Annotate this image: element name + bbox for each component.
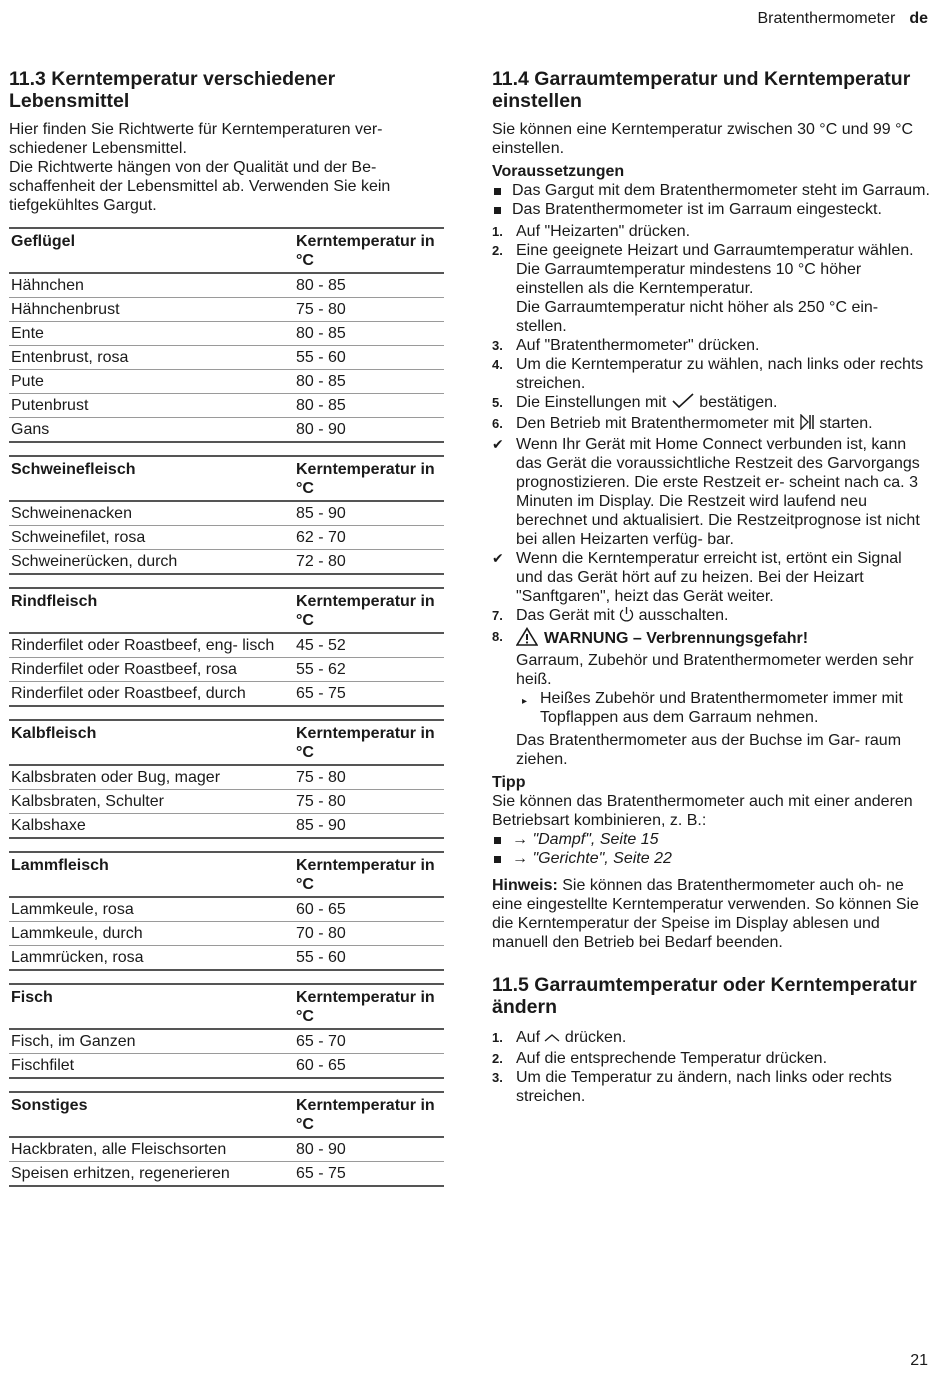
temperature-value: 85 - 90 xyxy=(294,501,444,526)
food-name: Gans xyxy=(9,418,294,443)
step-3: 3. Um die Temperatur zu ändern, nach links oder rechts streichen. xyxy=(492,1069,892,1105)
steps-list-11-4 xyxy=(492,222,932,769)
table-row xyxy=(9,814,444,839)
table-row xyxy=(9,394,444,418)
table-column-header: Kerntemperatur in °C xyxy=(294,228,444,273)
step-3: 3. Auf "Bratenthermometer" drücken. xyxy=(492,337,760,354)
warning-text: Garraum, Zubehör und Bratenthermometer werden sehr heiß. xyxy=(516,652,914,688)
prerequisites-list xyxy=(492,181,932,219)
food-name: Schweinerücken, durch xyxy=(9,550,294,575)
table-column-header: Kerntemperatur in °C xyxy=(294,588,444,633)
power-icon xyxy=(619,606,634,627)
table-row xyxy=(9,526,444,550)
table-column-header: Kerntemperatur in °C xyxy=(294,1092,444,1137)
table-column-header: Kerntemperatur in °C xyxy=(294,984,444,1029)
food-name: Kalbsbraten oder Bug, mager xyxy=(9,765,294,790)
food-name: Lammkeule, rosa xyxy=(9,897,294,922)
table-row xyxy=(9,658,444,682)
food-name: Kalbsbraten, Schulter xyxy=(9,790,294,814)
section-heading-11-5: 11.5 Garraumtemperatur oder Kerntemperatur ändern xyxy=(492,974,917,1018)
table-header-row xyxy=(9,228,444,273)
table-row xyxy=(9,550,444,575)
temperature-value: 65 - 75 xyxy=(294,1162,444,1187)
step-1: 1. Auf "Heizarten" drücken. xyxy=(492,223,691,240)
warning-icon xyxy=(516,627,538,651)
result-2: ✔ Wenn die Kerntemperatur erreicht ist, ertönt ein Signal und das Gerät hört auf zu heizen. Bei der Heizart "Sanftgaren", heizt das Gerät weiter. xyxy=(492,550,902,605)
temperature-value: 55 - 60 xyxy=(294,946,444,971)
table-category: Kalbfleisch xyxy=(9,720,294,765)
checkmark-icon xyxy=(671,393,695,414)
temperature-table xyxy=(9,455,444,575)
temperature-table xyxy=(9,719,444,839)
temperature-table xyxy=(9,983,444,1079)
intro-paragraph-1: Hier finden Sie Richtwerte für Kerntemperaturen ver- schiedener Lebensmittel. xyxy=(9,121,383,157)
section-heading-11-3: 11.3 Kerntemperatur verschiedener Lebensmittel xyxy=(9,68,336,112)
tip-links xyxy=(492,830,932,868)
food-name: Entenbrust, rosa xyxy=(9,346,294,370)
food-name: Ente xyxy=(9,322,294,346)
table-column-header: Kerntemperatur in °C xyxy=(294,852,444,897)
tip-text: Sie können das Bratenthermometer auch mit einer anderen Betriebsart kombinieren, z. B.: xyxy=(492,793,913,829)
food-name: Schweinenacken xyxy=(9,501,294,526)
table-row xyxy=(9,501,444,526)
note-label: Hinweis: xyxy=(492,877,558,894)
food-name: Lammrücken, rosa xyxy=(9,946,294,971)
table-row xyxy=(9,298,444,322)
right-column xyxy=(492,68,932,1106)
table-category: Lammfleisch xyxy=(9,852,294,897)
step-6: 6. Den Betrieb mit Bratenthermometer mit starten. xyxy=(492,414,932,435)
table-row xyxy=(9,346,444,370)
table-row xyxy=(9,922,444,946)
step-8: 8. WARNUNG – Verbrennungsgefahr! Garraum, Zubehör und Bratenthermometer werden sehr heiß. ▸ Heißes Zubehör und Bratenthermometer immer mit Topflappen aus dem Garraum nehmen. Das Bratenthermometer aus der Buchse im Gar- raum ziehen. xyxy=(492,627,932,769)
left-column xyxy=(9,68,445,1187)
table-row xyxy=(9,790,444,814)
section-heading-11-4: 11.4 Garraumtemperatur und Kerntemperatur einstellen xyxy=(492,68,911,112)
table-header-row xyxy=(9,1092,444,1137)
temperature-value: 60 - 65 xyxy=(294,897,444,922)
play-pause-icon xyxy=(799,414,815,435)
food-name: Fischfilet xyxy=(9,1054,294,1079)
tip-label: Tipp xyxy=(492,774,526,791)
temperature-value: 62 - 70 xyxy=(294,526,444,550)
table-row xyxy=(9,418,444,443)
temperature-value: 75 - 80 xyxy=(294,298,444,322)
temperature-value: 80 - 90 xyxy=(294,1137,444,1162)
page-header xyxy=(757,10,928,28)
table-category: Sonstiges xyxy=(9,1092,294,1137)
table-category: Schweinefleisch xyxy=(9,456,294,501)
table-row xyxy=(9,273,444,298)
result-1: ✔ Wenn Ihr Gerät mit Home Connect verbunden ist, kann das Gerät die voraussichtliche Restzeit des Garvorgangs prognostizieren. Die erste Restzeit er- scheint nach ca. 3 Minuten im Display. Die Restzeit wird laufend neu berechnet und aktualisiert. Die Restzeitprognose ist nicht bei allen Heizarten verfüg- bar. xyxy=(492,436,920,548)
temperature-value: 80 - 90 xyxy=(294,418,444,443)
temperature-value: 70 - 80 xyxy=(294,922,444,946)
header-language: de xyxy=(909,10,928,27)
table-category: Geflügel xyxy=(9,228,294,273)
section-11-4-intro: Sie können eine Kerntemperatur zwischen 30 °C und 99 °C einstellen. xyxy=(492,121,914,157)
food-name: Lammkeule, durch xyxy=(9,922,294,946)
cross-reference-link[interactable]: → "Gerichte", Seite 22 xyxy=(492,849,932,868)
table-row xyxy=(9,1029,444,1054)
table-row xyxy=(9,682,444,707)
chevron-up-icon xyxy=(544,1030,560,1049)
table-row xyxy=(9,1137,444,1162)
table-header-row xyxy=(9,984,444,1029)
step-5: 5. Die Einstellungen mit bestätigen. xyxy=(492,393,932,414)
action-arrow-icon: ▸ xyxy=(522,696,528,707)
step-4: 4. Um die Kerntemperatur zu wählen, nach links oder rechts streichen. xyxy=(492,356,924,392)
table-row xyxy=(9,765,444,790)
intro-paragraph-2: Die Richtwerte hängen von der Qualität und der Be- schaffenheit der Lebensmittel ab. Verwenden Sie kein tiefgekühltes Gargut. xyxy=(9,159,391,214)
temperature-value: 80 - 85 xyxy=(294,394,444,418)
header-title: Bratenthermometer xyxy=(757,10,896,27)
result-check-icon: ✔ xyxy=(492,550,504,566)
table-row xyxy=(9,1054,444,1079)
temperature-value: 80 - 85 xyxy=(294,370,444,394)
table-row xyxy=(9,946,444,971)
step-7: 7. Das Gerät mit ausschalten. xyxy=(492,606,932,627)
temperature-value: 80 - 85 xyxy=(294,322,444,346)
table-column-header: Kerntemperatur in °C xyxy=(294,720,444,765)
table-row xyxy=(9,633,444,658)
list-item: Das Gargut mit dem Bratenthermometer steht im Garraum. xyxy=(492,181,932,200)
note-paragraph: Hinweis: Sie können das Bratenthermometer auch oh- ne eine eingestellte Kerntemperatur verwenden. So können Sie die Kerntemperatur der Speise im Display ablesen und manuell den Betrieb bei Bedarf beenden. xyxy=(492,877,919,951)
food-name: Putenbrust xyxy=(9,394,294,418)
temperature-value: 65 - 70 xyxy=(294,1029,444,1054)
step-8-end: Das Bratenthermometer aus der Buchse im Gar- raum ziehen. xyxy=(516,732,902,768)
temperature-value: 75 - 80 xyxy=(294,790,444,814)
temperature-value: 65 - 75 xyxy=(294,682,444,707)
table-row xyxy=(9,1162,444,1187)
food-name: Rinderfilet oder Roastbeef, rosa xyxy=(9,658,294,682)
temperature-table xyxy=(9,851,444,971)
result-check-icon: ✔ xyxy=(492,436,504,452)
temperature-value: 45 - 52 xyxy=(294,633,444,658)
warning-heading: WARNUNG – Verbrennungsgefahr! xyxy=(516,627,932,651)
temperature-value: 75 - 80 xyxy=(294,765,444,790)
food-name: Speisen erhitzen, regenerieren xyxy=(9,1162,294,1187)
table-header-row xyxy=(9,720,444,765)
list-item: Das Bratenthermometer ist im Garraum eingesteckt. xyxy=(492,200,932,219)
food-name: Hähnchenbrust xyxy=(9,298,294,322)
table-category: Rindfleisch xyxy=(9,588,294,633)
food-name: Rinderfilet oder Roastbeef, eng- lisch xyxy=(9,633,294,658)
temperature-value: 55 - 60 xyxy=(294,346,444,370)
table-header-row xyxy=(9,456,444,501)
temperature-value: 85 - 90 xyxy=(294,814,444,839)
temperature-value: 80 - 85 xyxy=(294,273,444,298)
temperature-value: 55 - 62 xyxy=(294,658,444,682)
food-name: Hackbraten, alle Fleischsorten xyxy=(9,1137,294,1162)
temperature-table xyxy=(9,1091,444,1187)
prerequisites-label: Voraussetzungen xyxy=(492,163,625,180)
table-row xyxy=(9,322,444,346)
steps-list-11-5 xyxy=(492,1028,932,1106)
core-temperature-tables xyxy=(9,227,445,1187)
table-header-row xyxy=(9,852,444,897)
table-column-header: Kerntemperatur in °C xyxy=(294,456,444,501)
food-name: Pute xyxy=(9,370,294,394)
food-name: Kalbshaxe xyxy=(9,814,294,839)
food-name: Rinderfilet oder Roastbeef, durch xyxy=(9,682,294,707)
cross-reference-link[interactable]: → "Dampf", Seite 15 xyxy=(492,830,932,849)
table-row xyxy=(9,897,444,922)
temperature-table xyxy=(9,587,444,707)
temperature-table xyxy=(9,227,444,443)
table-category: Fisch xyxy=(9,984,294,1029)
step-2: 2. Eine geeignete Heizart und Garraumtemperatur wählen. Die Garraumtemperatur mindestens 10 °C höher einstellen als die Kerntemperatur. Die Garraumtemperatur nicht höher als 250 °C ein- stellen. xyxy=(492,242,914,335)
food-name: Schweinefilet, rosa xyxy=(9,526,294,550)
step-2: 2. Auf die entsprechende Temperatur drücken. xyxy=(492,1050,828,1067)
warning-action: ▸ Heißes Zubehör und Bratenthermometer immer mit Topflappen aus dem Garraum nehmen. xyxy=(522,690,903,726)
food-name: Fisch, im Ganzen xyxy=(9,1029,294,1054)
page-number: 21 xyxy=(910,1352,928,1369)
temperature-value: 72 - 80 xyxy=(294,550,444,575)
table-row xyxy=(9,370,444,394)
table-header-row xyxy=(9,588,444,633)
step-1: 1. Auf drücken. xyxy=(492,1028,932,1049)
food-name: Hähnchen xyxy=(9,273,294,298)
temperature-value: 60 - 65 xyxy=(294,1054,444,1079)
